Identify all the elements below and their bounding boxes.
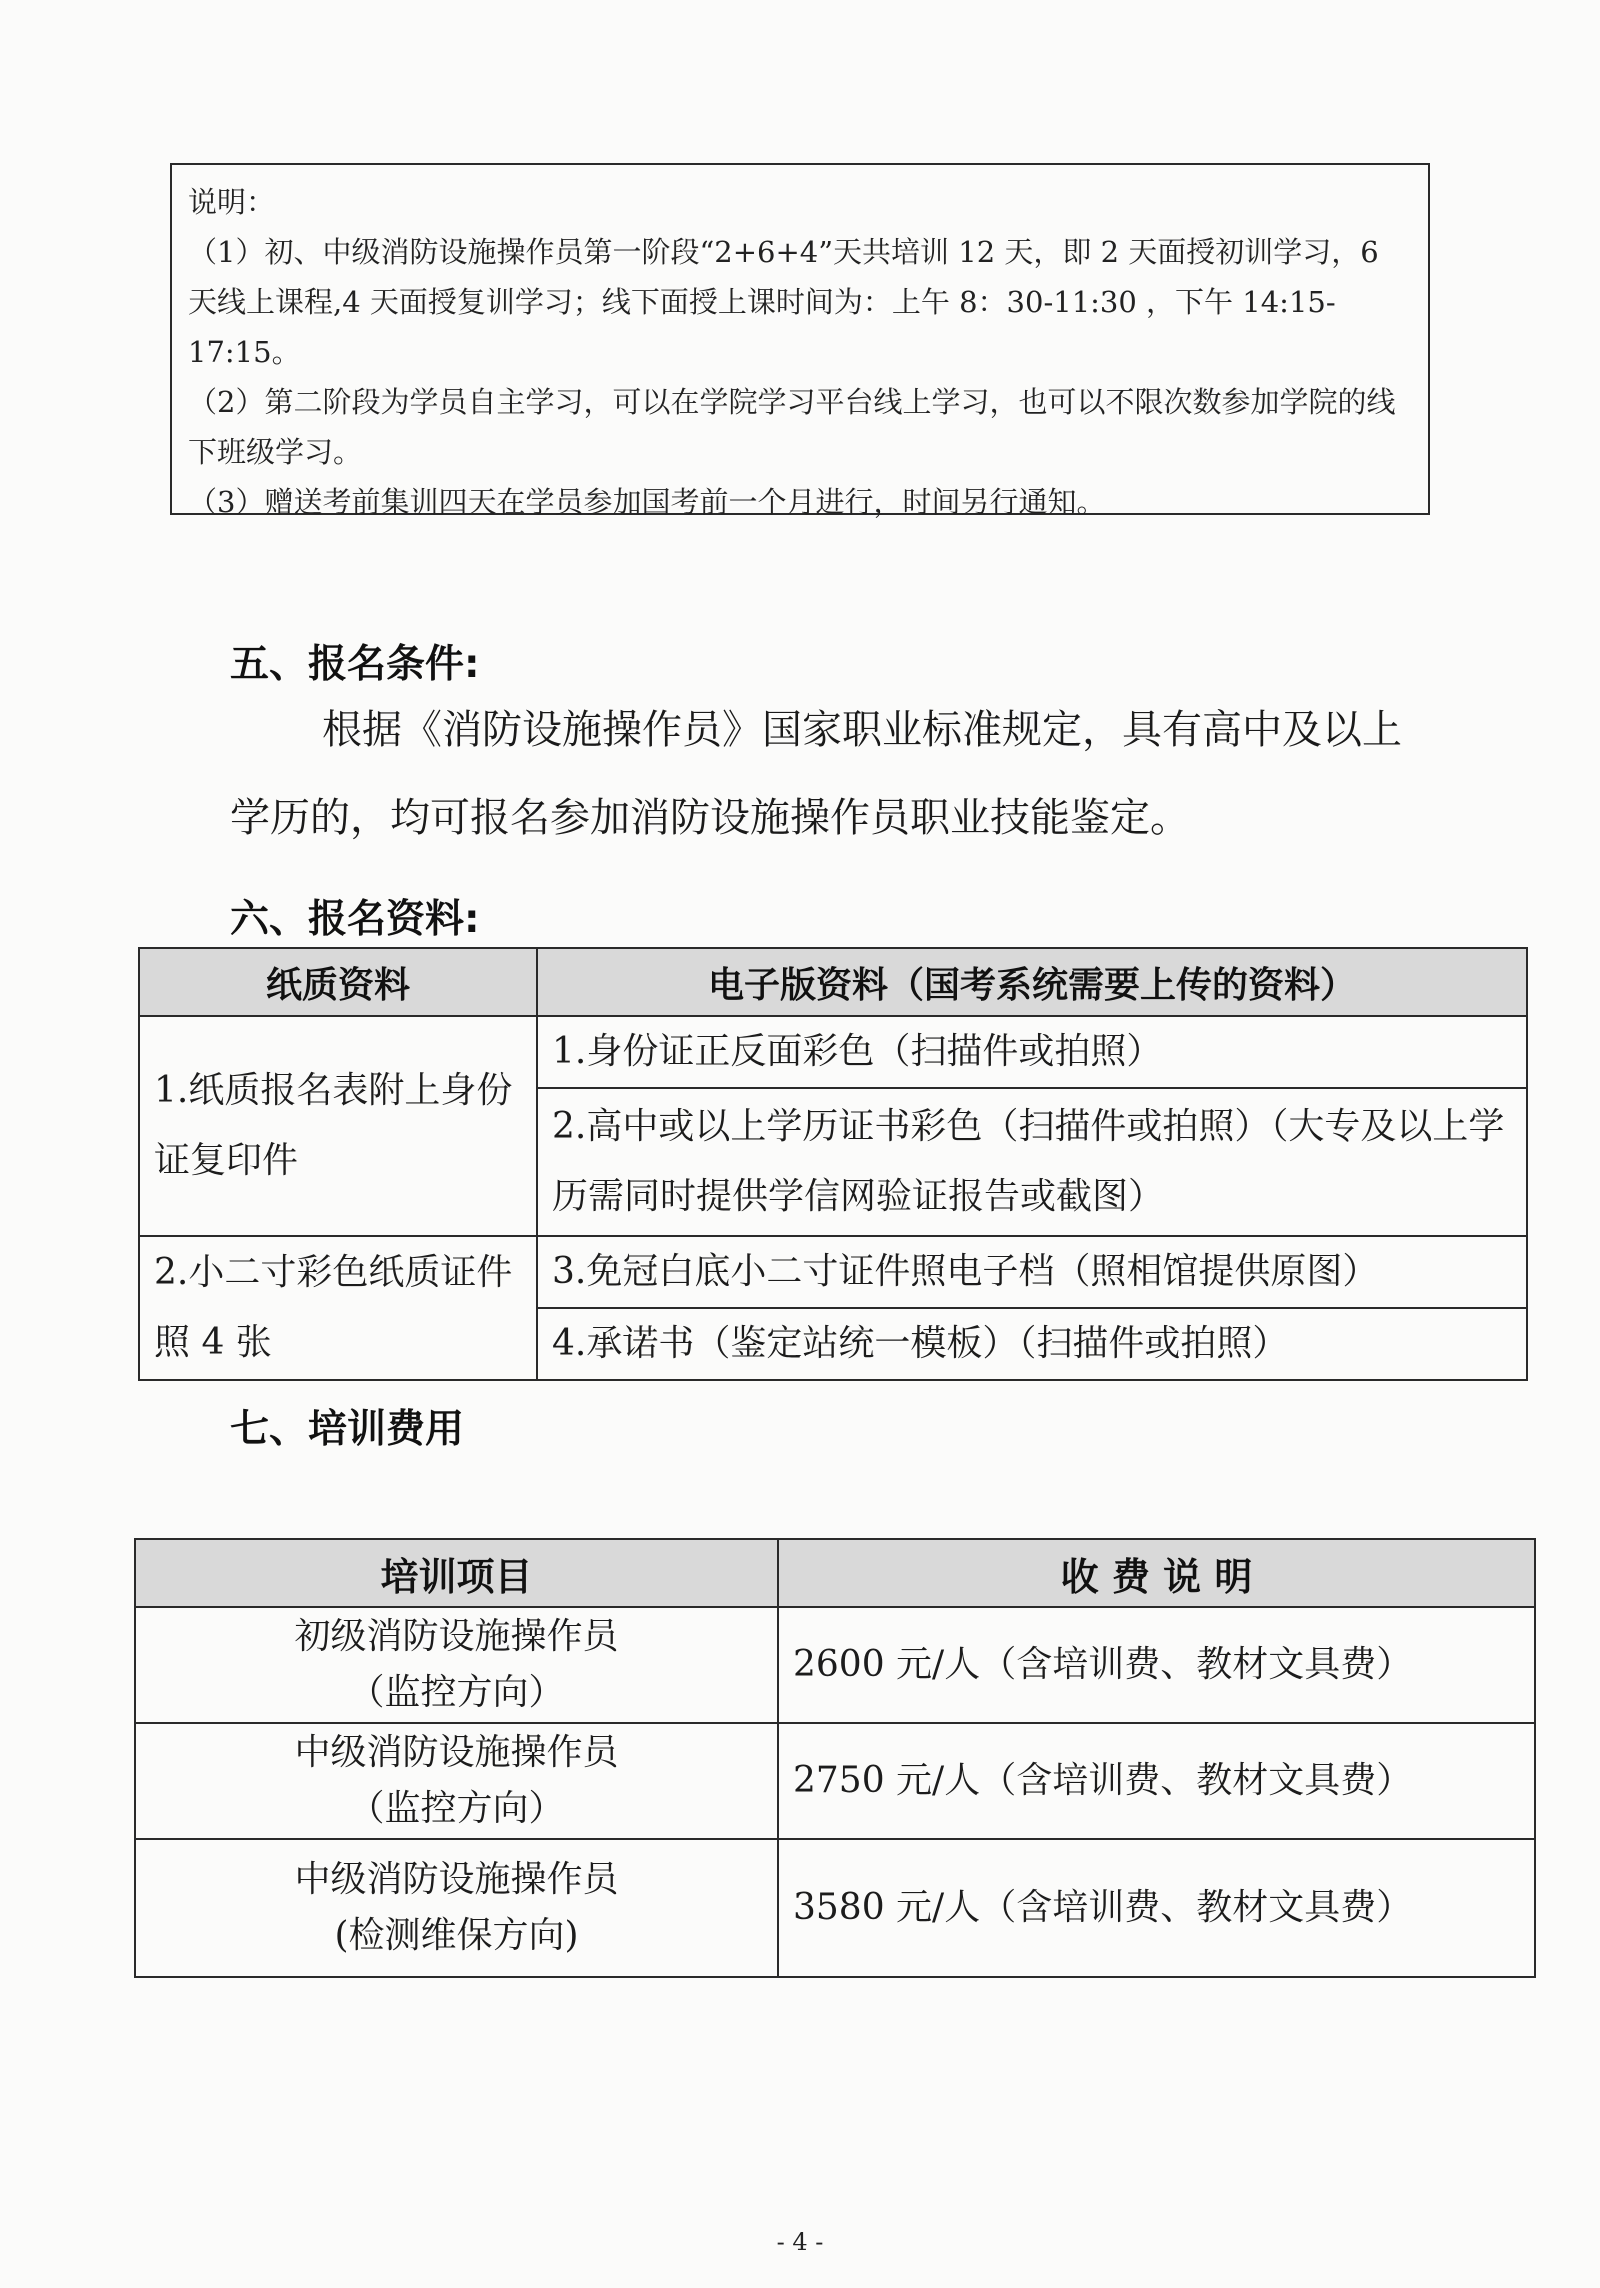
note-item-1: （1）初、中级消防设施操作员第一阶段“2+6+4”天共培训 12 天，即 2 天面授初训学习，6 天线上课程,4 天面授复训学习；线下面授上课时间为：上午 8：30-11:30 ，下午 14:15-17:15。 <box>188 235 1379 369</box>
fee-project <box>135 1723 778 1839</box>
header-fee: 收 费 说 明 <box>778 1539 1535 1607</box>
fee-amount: 2750 元/人（含培训费、教材文具费） <box>778 1723 1535 1839</box>
table-row <box>135 1607 1535 1723</box>
section-5-body-text: 根据《消防设施操作员》国家职业标准规定，具有高中及以上学历的，均可报名参加消防设施操作员职业技能鉴定。 <box>230 707 1402 841</box>
electronic-item-3: 3.免冠白底小二寸证件照电子档（照相馆提供原图） <box>537 1236 1527 1308</box>
header-project: 培训项目 <box>135 1539 778 1607</box>
note-item-2: （2）第二阶段为学员自主学习，可以在学院学习平台线上学习，也可以不限次数参加学院的线下班级学习。 <box>188 385 1396 469</box>
table-row <box>135 1839 1535 1977</box>
electronic-item-2: 2.高中或以上学历证书彩色（扫描件或拍照）（大专及以上学历需同时提供学信网验证报告或截图） <box>537 1088 1527 1236</box>
fee-amount: 3580 元/人（含培训费、教材文具费） <box>778 1839 1535 1977</box>
table-row <box>135 1723 1535 1839</box>
table-row <box>139 1016 1527 1088</box>
fee-table-header <box>135 1539 1535 1607</box>
fee-project-line2: （监控方向） <box>348 1788 565 1829</box>
section-5-body <box>230 686 1410 862</box>
header-electronic: 电子版资料（国考系统需要上传的资料） <box>537 948 1527 1016</box>
table-row <box>139 1236 1527 1308</box>
materials-table <box>138 947 1528 1381</box>
fee-project-line1: 中级消防设施操作员 <box>294 1859 619 1900</box>
paper-item-1: 1.纸质报名表附上身份证复印件 <box>139 1016 537 1236</box>
fee-project-line1: 初级消防设施操作员 <box>294 1616 619 1657</box>
page-number: - 4 - <box>776 2228 824 2256</box>
section-7-title: 七、培训费用 <box>230 1407 465 1452</box>
fee-project-line2: (检测维保方向) <box>334 1915 579 1956</box>
section-6-title: 六、报名资料: <box>230 897 480 942</box>
fee-table <box>134 1538 1536 1978</box>
header-paper: 纸质资料 <box>139 948 537 1016</box>
electronic-item-4: 4.承诺书（鉴定站统一模板）（扫描件或拍照） <box>537 1308 1527 1380</box>
paper-item-2: 2.小二寸彩色纸质证件照 4 张 <box>139 1236 537 1380</box>
fee-project <box>135 1839 778 1977</box>
note-item-3: （3）赠送考前集训四天在学员参加国考前一个月进行，时间另行通知。 <box>188 485 1106 519</box>
note-heading: 说明： <box>188 185 276 219</box>
fee-project-line2: （监控方向） <box>348 1672 565 1713</box>
fee-project <box>135 1607 778 1723</box>
electronic-item-1: 1.身份证正反面彩色（扫描件或拍照） <box>537 1016 1527 1088</box>
fee-project-line1: 中级消防设施操作员 <box>294 1732 619 1773</box>
section-5-title: 五、报名条件: <box>230 642 480 687</box>
materials-table-header <box>139 948 1527 1016</box>
fee-amount: 2600 元/人（含培训费、教材文具费） <box>778 1607 1535 1723</box>
note-box <box>170 163 1430 519</box>
